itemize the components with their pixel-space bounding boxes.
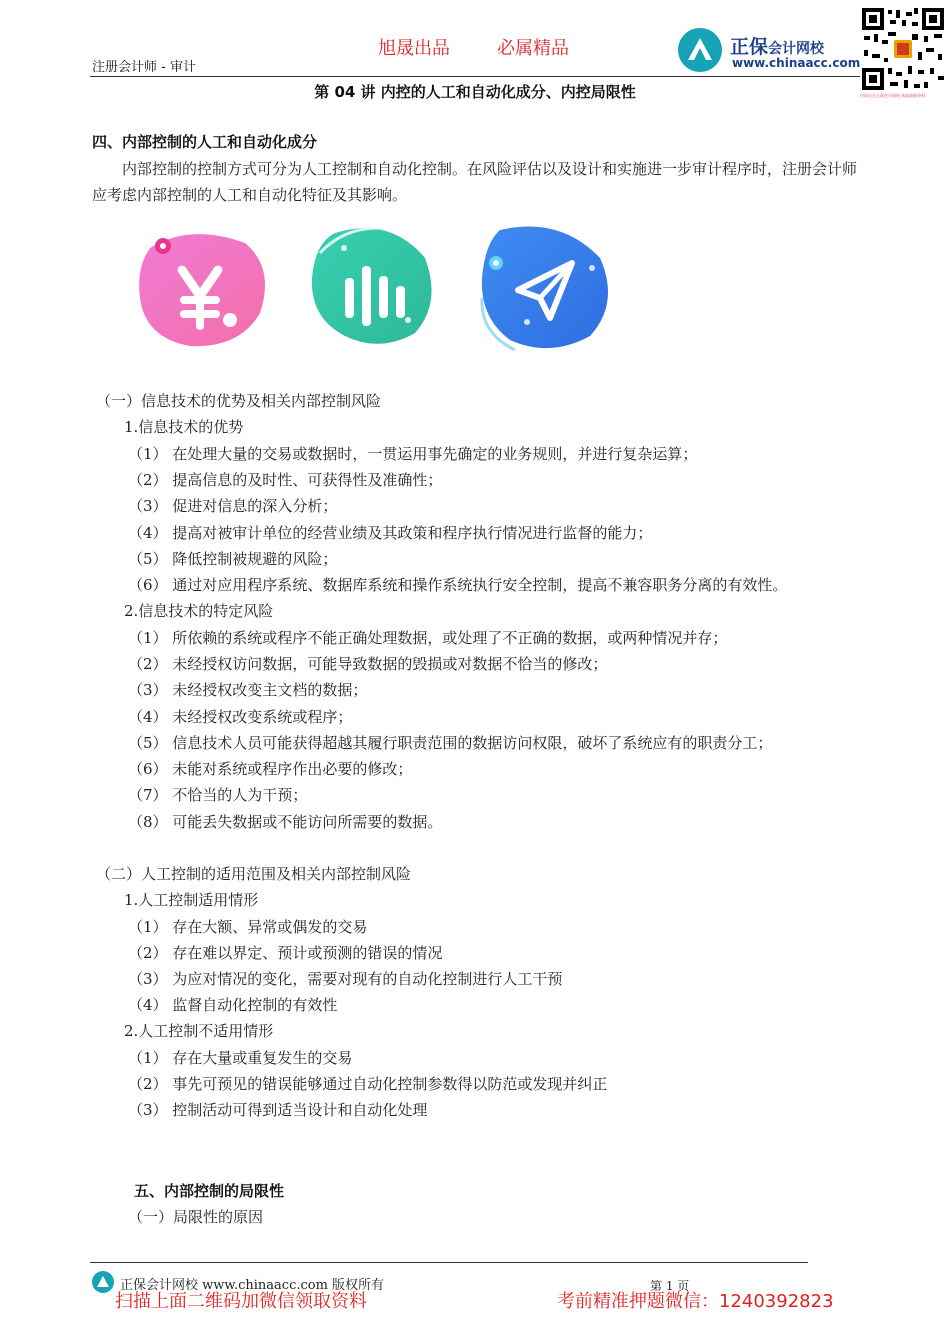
list-item: （2） 未经授权访问数据，可能导致数据的毁损或对数据不恰当的修改；: [128, 655, 608, 673]
decorative-icons: [130, 218, 620, 358]
list-item: （5） 降低控制被规避的风险；: [128, 550, 338, 568]
logo-text: 正保会计网校: [730, 36, 825, 58]
list-item: （6） 未能对系统或程序作出必要的修改；: [128, 760, 413, 778]
yen-icon: [139, 234, 265, 346]
list-item: （8） 可能丢失数据或不能访问所需要的数据。: [128, 813, 443, 831]
section-5-sub: （一）局限性的原因: [128, 1208, 264, 1226]
list-item: （6） 通过对应用程序系统、数据库系统和操作系统执行安全控制，提高不兼容职务分离的有效性。: [128, 576, 788, 594]
brand-slogan-left: 旭晟出品: [378, 38, 450, 59]
footer-promo-right: 考前精准押题微信：1240392823: [557, 1291, 834, 1312]
list-item: （2） 提高信息的及时性、可获得性及准确性；: [128, 471, 443, 489]
header-divider: [90, 76, 860, 77]
chinaacc-logo[interactable]: [678, 28, 860, 74]
list-item: （3） 未经授权改变主文档的数据；: [128, 681, 368, 699]
section-4-heading: 四、内部控制的人工和自动化成分: [92, 133, 318, 151]
course-title: 注册会计师 - 审计: [92, 60, 196, 75]
section-5-heading: 五、内部控制的局限性: [134, 1182, 285, 1200]
paper-plane-icon: [482, 227, 608, 351]
list-item: （4） 提高对被审计单位的经营业绩及其政策和程序执行情况进行监督的能力；: [128, 524, 653, 542]
list-item: （1） 存在大量或重复发生的交易: [128, 1049, 353, 1067]
page-number: 第 1 页: [650, 1279, 690, 1293]
list-item: （1） 在处理大量的交易或数据时，一贯运用事先确定的业务规则，并进行复杂运算；: [128, 445, 698, 463]
part-1-heading: （一）信息技术的优势及相关内部控制风险: [96, 392, 382, 410]
footer-logo-icon: [92, 1271, 114, 1293]
chart-icon: [312, 228, 432, 344]
list-item: （3） 为应对情况的变化，需要对现有的自动化控制进行人工干预: [128, 970, 563, 988]
part-2-sub1: 1.人工控制适用情形: [124, 891, 259, 909]
part-1-sub2: 2.信息技术的特定风险: [124, 602, 274, 620]
qr-code-icon[interactable]: [860, 6, 946, 92]
qr-caption: 扫码关注正保会计网校 获取最新资料: [860, 93, 926, 98]
list-item: （7） 不恰当的人为干预；: [128, 786, 308, 804]
brand-slogan-right: 必属精品: [497, 38, 569, 59]
list-item: （1） 所依赖的系统或程序不能正确处理数据，或处理了不正确的数据，或两种情况并存；: [128, 629, 728, 647]
list-item: （3） 促进对信息的深入分析；: [128, 497, 338, 515]
part-2-heading: （二）人工控制的适用范围及相关内部控制风险: [96, 865, 412, 883]
footer-promo-left: 扫描上面二维码加微信领取资料: [115, 1291, 367, 1312]
part-2-sub2: 2.人工控制不适用情形: [124, 1022, 274, 1040]
list-item: （5） 信息技术人员可能获得超越其履行职责范围的数据访问权限，破坏了系统应有的职责分工；: [128, 734, 773, 752]
part-1-sub1: 1.信息技术的优势: [124, 418, 244, 436]
list-item: （2） 存在难以界定、预计或预测的错误的情况: [128, 944, 443, 962]
list-item: （4） 未经授权改变系统或程序；: [128, 708, 353, 726]
section-4-paragraph: 内部控制的控制方式可分为人工控制和自动化控制。在风险评估以及设计和实施进一步审计程序时，注册会计师应考虑内部控制的人工和自动化特征及其影响。: [92, 160, 858, 204]
logo-mark-icon: [678, 28, 722, 72]
lecture-title: 第 04 讲 内控的人工和自动化成分、内控局限性: [314, 83, 636, 101]
footer-copyright: 正保会计网校 www.chinaacc.com 版权所有: [120, 1278, 385, 1293]
list-item: （3） 控制活动可得到适当设计和自动化处理: [128, 1101, 428, 1119]
list-item: （1） 存在大额、异常或偶发的交易: [128, 918, 368, 936]
logo-url: www.chinaacc.com: [732, 56, 861, 70]
footer-divider: [90, 1262, 808, 1263]
list-item: （4） 监督自动化控制的有效性: [128, 996, 338, 1014]
list-item: （2） 事先可预见的错误能够通过自动化控制参数得以防范或发现并纠正: [128, 1075, 608, 1093]
